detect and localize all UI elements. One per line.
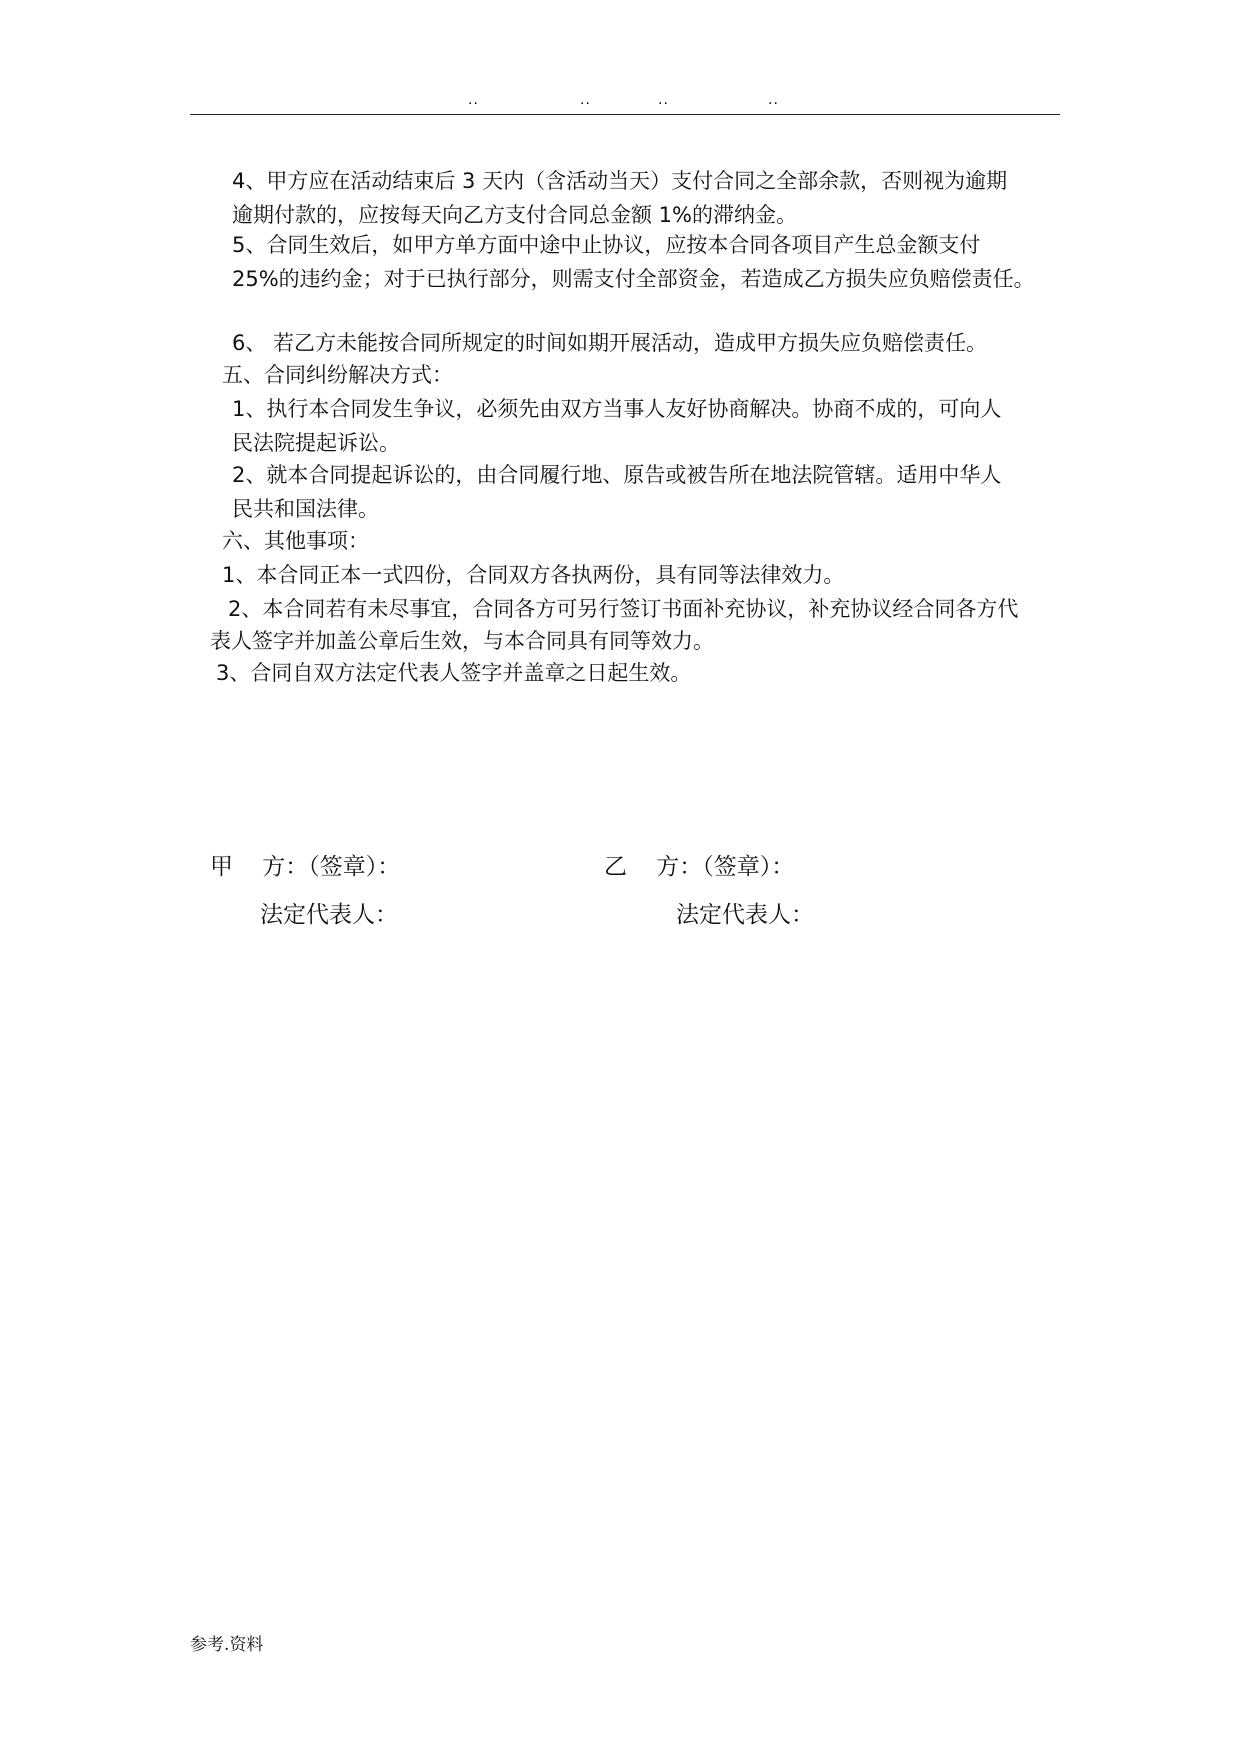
clause-6: 6、 若乙方未能按合同所规定的时间如期开展活动，造成甲方损失应负赔偿责任。 (232, 331, 988, 355)
clause-4-line-1: 4、甲方应在活动结束后 3 天内（含活动当天）支付合同之全部余款，否则视为逾期 (232, 169, 1008, 193)
header-dots-4: .. (768, 92, 779, 108)
other-3: 3、合同自双方法定代表人签字并盖章之日起生效。 (216, 661, 692, 685)
party-b-seal: 乙 方：（签章）： (604, 854, 795, 880)
dispute-1-line-1: 1、执行本合同发生争议，必须先由双方当事人友好协商解决。协商不成的，可向人 (232, 397, 1002, 421)
dispute-1-line-2: 民法院提起诉讼。 (232, 431, 400, 455)
section-5-heading: 五、合同纠纷解决方式： (222, 363, 453, 387)
party-b-representative: 法定代表人： (676, 902, 814, 928)
header-dots-3: .. (658, 92, 669, 108)
page-footer: 参考.资料 (190, 1635, 264, 1655)
other-2-line-1: 2、本合同若有未尽事宜，合同各方可另行签订书面补充协议，补充协议经合同各方代 (228, 597, 1019, 621)
clause-5-line-1: 5、合同生效后，如甲方单方面中途中止协议，应按本合同各项目产生总金额支付 (232, 233, 981, 257)
header-dots-2: .. (580, 92, 591, 108)
section-6-heading: 六、其他事项： (222, 529, 369, 553)
clause-5-line-2: 25%的违约金；对于已执行部分，则需支付全部资金，若造成乙方损失应负赔偿责任。 (232, 267, 1035, 291)
clause-4-line-2: 逾期付款的，应按每天向乙方支付合同总金额 1%的滞纳金。 (232, 203, 797, 227)
other-1: 1、本合同正本一式四份，合同双方各执两份，具有同等法律效力。 (222, 563, 845, 587)
other-2-line-2: 表人签字并加盖公章后生效，与本合同具有同等效力。 (210, 629, 714, 653)
page-header (190, 88, 1060, 115)
party-a-seal: 甲 方：（签章）： (210, 854, 401, 880)
dispute-2-line-2: 民共和国法律。 (232, 497, 379, 521)
party-a-representative: 法定代表人： (260, 902, 398, 928)
header-dots-1: .. (468, 92, 479, 108)
dispute-2-line-1: 2、就本合同提起诉讼的，由合同履行地、原告或被告所在地法院管辖。适用中华人 (232, 463, 1002, 487)
